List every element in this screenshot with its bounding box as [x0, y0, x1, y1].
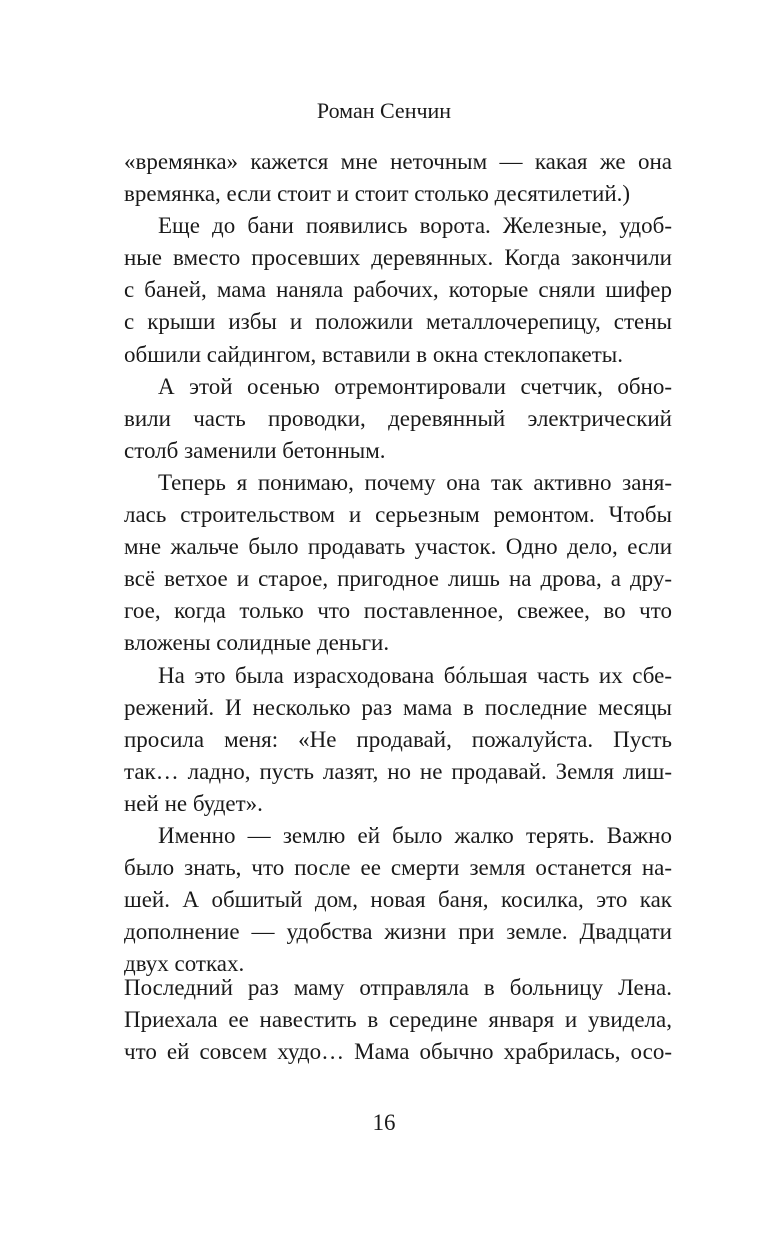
text-line: двух сотках.	[124, 951, 245, 977]
text-line: «времянка» кажется мне неточным — какая же она	[124, 149, 672, 174]
text-line: режений. И несколько раз мама в последние месяцы	[124, 694, 672, 720]
text-line: На это была израсходована бóльшая часть их сбе-	[158, 662, 672, 688]
text-line: было знать, что после ее смерти земля останется на-	[124, 855, 672, 881]
text-line: всё ветхое и старое, пригодное лишь на дрова, а дру-	[124, 566, 672, 592]
text-line: так… ладно, пусть лазят, но не продавай. Земля лиш-	[124, 758, 672, 784]
text-line: времянка, если стоит и стоит столько десятилетий.)	[124, 181, 631, 207]
text-line: вложены солидные деньги.	[124, 630, 390, 656]
text-line: Именно — землю ей было жалко терять. Важно	[158, 822, 672, 848]
text-line: дополнение — удобства жизни при земле. Двадцати	[124, 919, 672, 945]
text-line: обшили сайдингом, вставили в окна стеклопакеты.	[124, 341, 623, 367]
text-line: Еще до бани появились ворота. Железные, удоб-	[158, 213, 672, 239]
text-line: просила меня: «Не продавай, пожалуйста. Пусть	[124, 726, 672, 752]
text-line: лась строительством и серьезным ремонтом. Чтобы	[124, 502, 672, 528]
running-header: Роман Сенчин	[316, 98, 452, 123]
text-line: ные вместо просевших деревянных. Когда закончили	[124, 245, 672, 271]
text-line: Теперь я понимаю, почему она так активно заня-	[158, 469, 672, 495]
text-line: Последний раз маму отправляла в больницу Лена.	[124, 975, 672, 1000]
text-line: с баней, мама наняла рабочих, которые сняли шифер	[124, 277, 672, 303]
text-line: А этой осенью отремонтировали счетчик, обно-	[158, 373, 672, 399]
text-line: Приехала ее навестить в середине января и увидела,	[124, 1007, 672, 1033]
text-line: шей. А обшитый дом, новая баня, косилка, это как	[124, 887, 672, 913]
text-line: вили часть проводки, деревянный электрический	[124, 405, 672, 431]
text-line: столб заменили бетонным.	[124, 437, 386, 463]
body-text-block	[124, 146, 672, 980]
page-number: 16	[372, 1110, 396, 1135]
body-text-block	[124, 972, 672, 1068]
text-line: гое, когда только что поставленное, свежее, во что	[124, 598, 672, 624]
text-line: ней не будет».	[124, 790, 263, 816]
text-line: мне жальче было продавать участок. Одно дело, если	[124, 534, 672, 560]
text-line: с крыши избы и положили металлочерепицу, стены	[124, 309, 672, 335]
text-line: что ей совсем худо… Мама обычно храбрилась, осо-	[124, 1039, 672, 1065]
